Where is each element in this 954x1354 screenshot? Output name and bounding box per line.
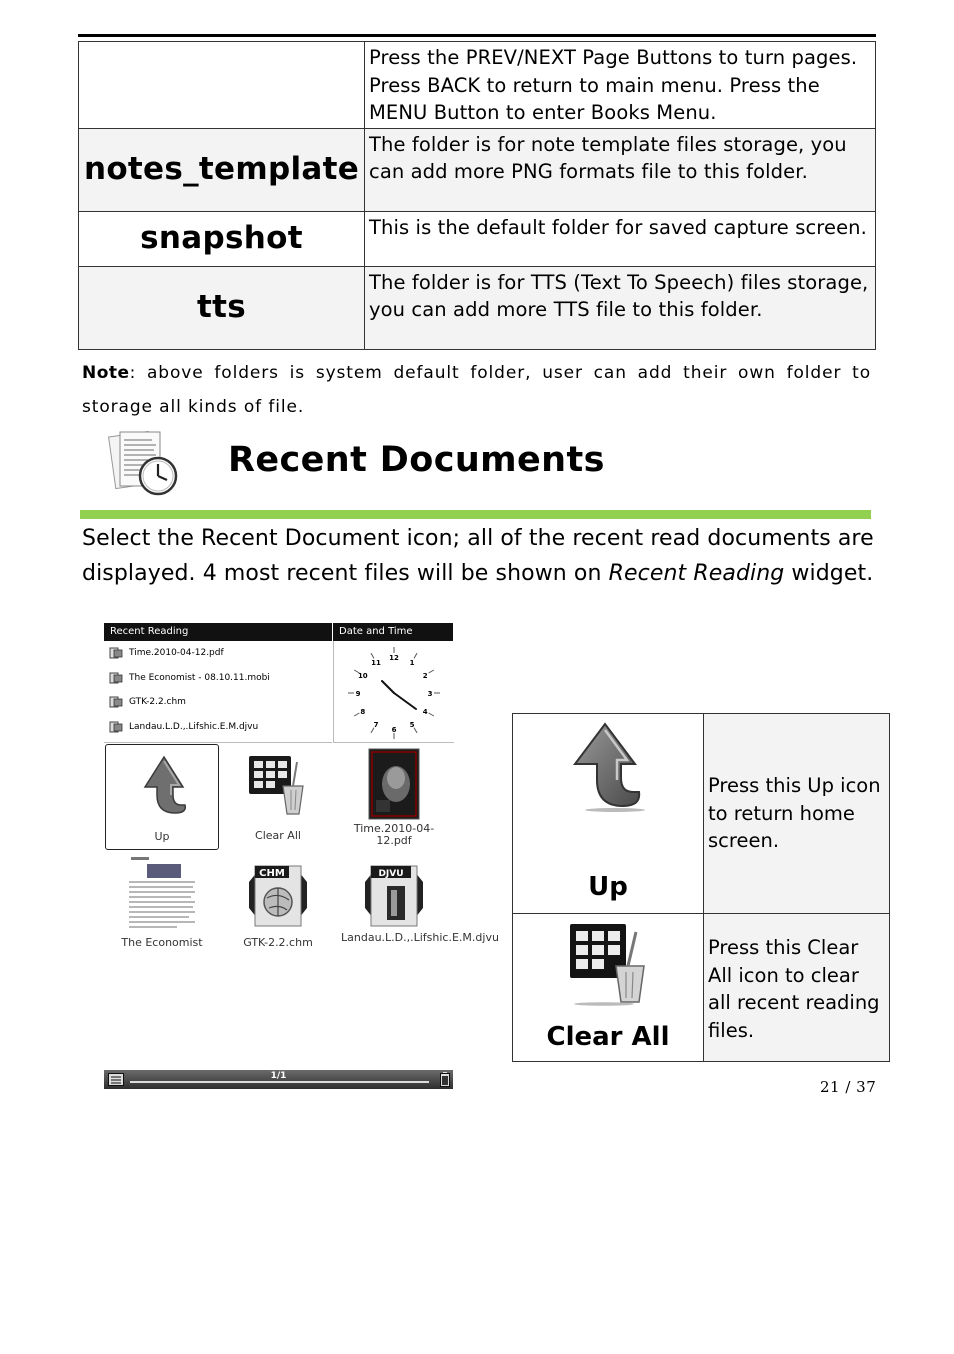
book-cover-thumbnail xyxy=(368,748,420,820)
section-title: Recent Documents xyxy=(228,440,605,480)
clock-number: 9 xyxy=(355,690,361,698)
clock-number: 6 xyxy=(391,726,397,734)
grid-item-gtk[interactable] xyxy=(221,856,335,962)
icons-table xyxy=(512,713,890,1062)
folder-description: The folder is for note template files storage, you can add more PNG formats file to this folder. xyxy=(365,128,876,211)
file-icon xyxy=(109,696,123,708)
recent-documents-clock-icon xyxy=(108,428,182,502)
recent-reading-list xyxy=(104,641,332,743)
clock-face-icon xyxy=(334,641,454,742)
clock-tick xyxy=(429,713,434,716)
up-arrow-icon xyxy=(569,720,647,812)
chm-badge: CHM xyxy=(259,868,285,879)
folder-description: This is the default folder for saved capture screen. xyxy=(365,211,876,266)
grid-item-label: Landau.L.D.,.Lifshic.E.M.djvu xyxy=(341,931,499,944)
page-progress-track xyxy=(130,1081,429,1083)
clock-tick xyxy=(414,653,417,658)
icon-label: Clear All xyxy=(546,1022,670,1052)
up-arrow-icon xyxy=(135,751,193,815)
grid-item-clear-all[interactable] xyxy=(221,744,335,850)
note-text: : above folders is system default folder, user can add their own folder to storage all kinds of file. xyxy=(82,363,871,417)
recent-reading-header: Recent Reading xyxy=(104,623,332,641)
folder-name: snapshot xyxy=(79,211,365,266)
grid-item-label: GTK-2.2.chm xyxy=(243,936,313,949)
grid-item-label: Time.2010-04-12.pdf xyxy=(353,822,435,847)
grid-item-time[interactable] xyxy=(337,744,451,850)
file-icon xyxy=(109,721,123,733)
file-icon xyxy=(109,647,123,659)
grid-item-label: Clear All xyxy=(255,829,301,842)
clock-tick xyxy=(429,670,434,673)
list-item[interactable]: Time.2010-04-12.pdf xyxy=(109,646,224,660)
clock-tick xyxy=(414,728,417,733)
page-number: 21 / 37 xyxy=(820,1078,877,1096)
document-page-thumbnail xyxy=(127,856,197,932)
date-time-header: Date and Time xyxy=(333,623,453,641)
icon-label: Up xyxy=(588,872,628,902)
grid-item-label: The Economist xyxy=(121,936,203,949)
battery-icon xyxy=(440,1072,450,1087)
folder-name xyxy=(79,42,365,129)
icon-description: Press this Up icon to return home screen. xyxy=(704,714,890,914)
clock-number: 4 xyxy=(422,708,428,716)
folder-description: Press the PREV/NEXT Page Buttons to turn pages. Press BACK to return to main menu. Press the MENU Button to enter Books Menu. xyxy=(365,42,876,129)
clock-tick xyxy=(371,653,374,658)
clock-tick xyxy=(354,713,359,716)
device-screenshot xyxy=(104,623,499,1090)
device-status-bar xyxy=(104,1070,453,1089)
chm-file-icon xyxy=(245,862,311,932)
clock-number: 7 xyxy=(373,721,379,730)
list-item[interactable]: The Economist - 08.10.11.mobi xyxy=(109,671,270,685)
folders-table xyxy=(78,41,876,350)
clear-all-icon xyxy=(247,754,311,816)
clock-number: 12 xyxy=(389,654,399,662)
folder-name: tts xyxy=(79,266,365,349)
list-item[interactable]: GTK-2.2.chm xyxy=(109,695,186,709)
djvu-file-icon xyxy=(361,862,427,932)
folder-description: The folder is for TTS (Text To Speech) files storage, you can add more TTS file to this folder. xyxy=(365,266,876,349)
note-paragraph xyxy=(82,356,871,424)
recent-reading-emphasis: Recent Reading xyxy=(608,561,785,586)
page-indicator: 1/1 xyxy=(270,1071,287,1081)
note-label: Note xyxy=(82,363,130,383)
clock-hand xyxy=(382,681,394,693)
clock-number: 3 xyxy=(427,690,433,698)
clock-number: 11 xyxy=(371,658,381,667)
icon-cell xyxy=(513,714,704,914)
file-icon xyxy=(109,672,123,684)
clock-number: 1 xyxy=(409,658,415,667)
clock-number: 10 xyxy=(357,672,368,680)
grid-item-up[interactable] xyxy=(105,744,219,850)
clear-all-icon xyxy=(568,922,652,1006)
grid-item-label: Up xyxy=(154,830,170,843)
analog-clock xyxy=(333,641,454,743)
clock-number: 8 xyxy=(360,708,366,716)
djvu-badge: DJVU xyxy=(378,869,404,879)
grid-item-economist[interactable] xyxy=(105,856,219,962)
list-item[interactable]: Landau.L.D.,.Lifshic.E.M.djvu xyxy=(109,720,258,734)
clock-number: 5 xyxy=(409,721,415,730)
intro-paragraph: Select the Recent Document icon; all of the recent read documents are displayed. 4 most recent files will be shown on Recent Reading widget. xyxy=(82,526,874,586)
grid-item-landau[interactable] xyxy=(337,856,499,962)
icon-description: Press this Clear All icon to clear all recent reading files. xyxy=(704,914,890,1062)
clock-hand xyxy=(394,693,416,709)
section-accent-bar xyxy=(80,510,871,519)
folder-name: notes_template xyxy=(79,128,365,211)
top-rule xyxy=(78,34,876,37)
icon-cell xyxy=(513,914,704,1062)
clock-number: 2 xyxy=(422,672,428,680)
